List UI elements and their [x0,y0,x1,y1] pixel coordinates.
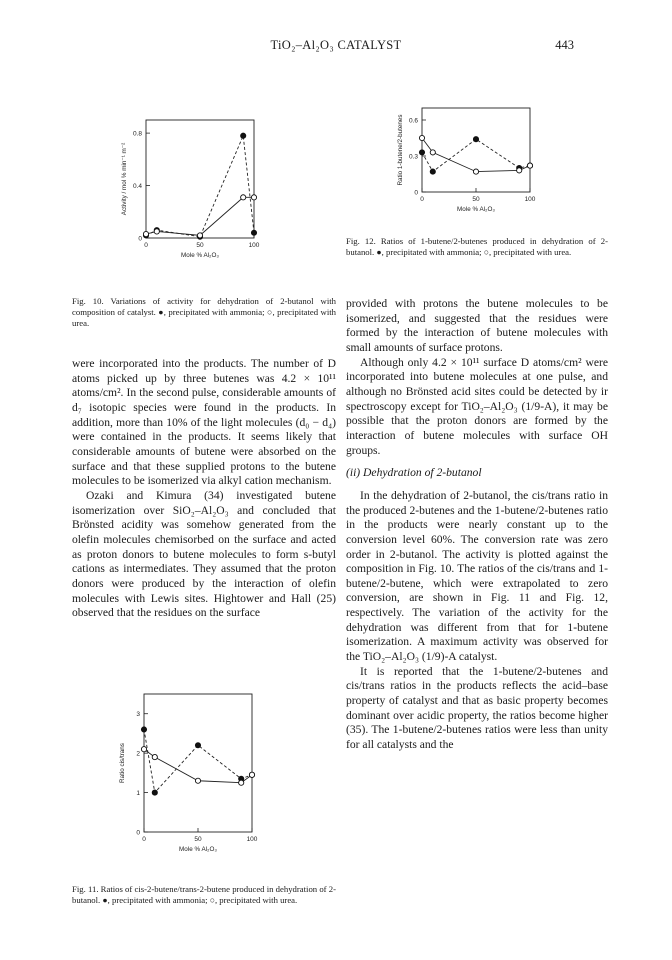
x-tick-label: 100 [524,196,536,203]
y-tick-label: 0.3 [408,153,418,161]
right-column [346,297,608,753]
right-paragraph-3: In the dehydration of 2-butanol, the cis/trans ratio in the produced 2-butenes and the 1-butene/2-butenes ratio in the products were nearly constant up to the conversion level 60%. The conversion rate was zero order in 2-butanol. The activity is plotted against the composition in Fig. 10. The ratios of the cis/trans and 1-butene/2-butene, which were extrapolated to zero conversion, are shown in Fig. 11 and Fig. 12, respectively. The variation of the activity for the dehydration was different from that for 1-butene isomerization. A maximum activity was observed for the TiO₂–Al₂O₃ (1/9)-A catalyst. [346,488,608,664]
page-number: 443 [555,38,574,52]
figure-11-caption: Fig. 11. Ratios of cis-2-butene/trans-2-butene produced in dehydration of 2-butanol. ●, precipitated with ammonia; ○, precipitated with urea. [72,884,336,905]
urea-data-point [249,772,254,777]
ammonia-data-point [419,150,424,155]
x-tick-label: 0 [144,242,148,249]
urea-data-point [141,747,146,752]
ammonia-data-point [251,230,256,235]
y-axis-label: Ratio cis/trans [119,743,126,783]
urea-data-point [154,229,159,234]
urea-data-point [239,780,244,785]
y-tick-label: 1 [136,790,140,798]
urea-data-point [195,778,200,783]
urea-data-point [197,233,202,238]
x-tick-label: 0 [142,836,146,843]
left-column [72,357,336,621]
figure-10-caption: Fig. 10. Variations of activity for dehydration of 2-butanol with composition of catalyst. ●, precipitated with ammonia; ○, precipitated with urea. [72,296,336,328]
x-tick-label: 0 [420,196,424,203]
ammonia-series-line [422,139,530,171]
x-tick-label: 50 [472,196,480,203]
y-tick-label: 0 [138,235,142,243]
figure-11-plot [104,686,304,858]
figure-12-caption: Fig. 12. Ratios of 1-butene/2-butenes produced in dehydration of 2-butanol. ●, precipitated with ammonia; ○, precipitated with urea. [346,236,608,257]
y-tick-label: 0.8 [132,130,142,138]
x-axis-label: Mole % Al₂O₃ [179,846,217,853]
urea-data-point [152,754,157,759]
ammonia-data-point [430,169,435,174]
figure-12-plot [382,100,582,220]
running-header [0,38,672,54]
urea-data-point [473,169,478,174]
plot-frame [422,108,530,192]
right-paragraph-2: Although only 4.2 × 10¹¹ surface D atoms/cm² were incorporated into butene molecules at one pulse, and although no Brönsted acid sites could be detected by ir spectroscopy except for TiO₂–Al₂O₃ (1/9-A), it may be possible that the proton donors are formed by the interaction of butene molecules with surface OH groups. [346,355,608,457]
y-tick-label: 2 [136,750,140,758]
y-axis-label: Ratio 1-butene/2-butenes [397,114,404,186]
x-tick-label: 50 [196,242,204,249]
urea-data-point [419,135,424,140]
figure-12 [382,100,582,220]
ammonia-data-point [152,790,157,795]
urea-data-point [517,168,522,173]
ammonia-series-line [146,136,254,237]
x-axis-label: Mole % Al₂O₃ [181,252,219,259]
urea-data-point [143,231,148,236]
y-tick-label: 0 [414,189,418,197]
left-paragraph-2: Ozaki and Kimura (34) investigated butene isomerization over SiO₂–Al₂O₃ and concluded that Brönsted acidity was somehow generated from the olefin molecules chemisorbed on the surface and acted as proton donors to butene molecules to form s-butyl cations as intermediates. They assumed that the proton donors were produced by the interaction of olefin molecules with Lewis sites. Hightower and Hall (25) observed that the residues on the surface [72,488,336,620]
ammonia-data-point [141,727,146,732]
section-heading: (ii) Dehydration of 2-butanol [346,466,482,480]
plot-frame [144,694,252,832]
y-tick-label: 0 [136,829,140,837]
y-tick-label: 3 [136,711,140,719]
y-axis-label: Activity / mol % min⁻¹ m⁻² [121,142,128,216]
urea-data-point [251,195,256,200]
figure-10 [106,112,306,272]
urea-series-line [422,138,530,172]
x-tick-label: 100 [248,242,260,249]
right-paragraph-4: It is reported that the 1-butene/2-butenes and cis/trans ratios in the products reflects the acid–base property of catalyst and that as basic property becomes dominant over acidic property, the ratios become higher (35). The 1-butene/2-butenes ratios were less than unity for all catalysts and the [346,664,608,752]
y-tick-label: 0.6 [408,117,418,125]
urea-series-line [146,197,254,235]
x-tick-label: 100 [246,836,258,843]
ammonia-data-point [195,743,200,748]
urea-series-line [144,749,252,783]
left-paragraph-1: were incorporated into the products. The number of D atoms picked up by three butenes was 4.2 × 10¹¹ atoms/cm². In the second pulse, considerable amounts of d₇ isotopic species were found in the products. In addition, more than 10% of the light molecules (d₀ − d₄) were contained in the products. It seems likely that considerable amounts of butene were absorbed on the surface and that these supplied protons to the butene molecules to be isomerized via alkyl cation mechanism. [72,357,336,488]
figure-11 [104,686,304,858]
ammonia-data-point [473,137,478,142]
plot-frame [146,120,254,238]
urea-data-point [527,163,532,168]
ammonia-data-point [241,133,246,138]
running-title: TiO₂–Al₂O₃ CATALYST [270,38,402,52]
y-tick-label: 0.4 [132,183,142,191]
right-paragraph-1: provided with protons the butene molecules to be isomerized, and suggested that the residues were formed by the interaction of butene molecules with small amounts of surface protons. [346,297,608,354]
urea-data-point [430,150,435,155]
figure-10-plot [106,112,306,272]
urea-data-point [241,195,246,200]
x-axis-label: Mole % Al₂O₃ [457,206,495,213]
x-tick-label: 50 [194,836,202,843]
